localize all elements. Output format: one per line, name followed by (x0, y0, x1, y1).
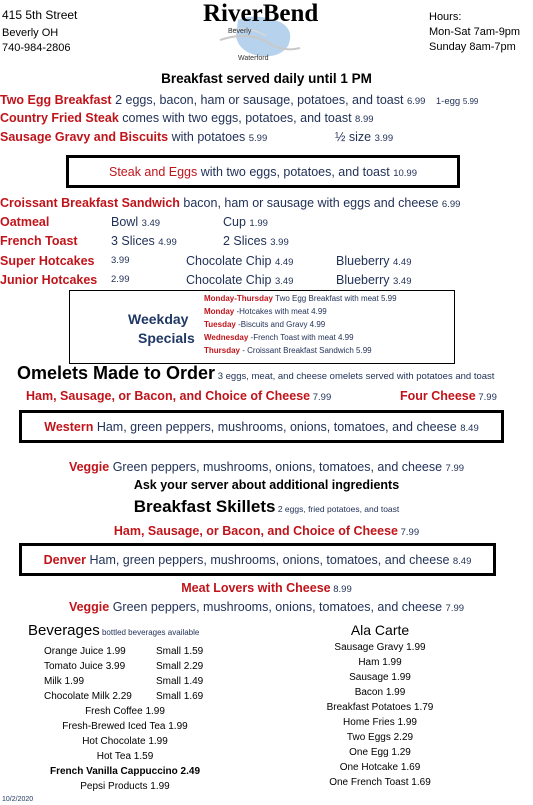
opt-label: Cup (223, 215, 250, 229)
omelet-veggie-row (0, 459, 533, 477)
beverage-pair (44, 689, 203, 704)
opt-label: Bowl (111, 215, 142, 229)
item-price: 10.99 (393, 168, 417, 179)
ala-carte-item: Bacon 1.99 (354, 687, 406, 698)
item-name: Country Fried Steak (0, 111, 119, 125)
item-price: 8.49 (460, 423, 479, 434)
beverage-item: Hot Chocolate 1.99 (82, 736, 168, 747)
skillets-heading-row (0, 497, 533, 517)
item-price: 7.99 (445, 463, 465, 474)
super-blueberry (336, 253, 411, 271)
item-name: Veggie (68, 600, 110, 614)
item-desc: with potatoes (168, 130, 249, 144)
item-desc: 2 eggs, bacon, ham or sausage, potatoes, and toast (111, 93, 407, 107)
specials-title-1: Weekday (128, 311, 189, 327)
skillet-veggie-row (0, 599, 533, 617)
item-price: 6.99 (441, 199, 461, 210)
specials-list (204, 292, 397, 357)
one-egg-price: 5.99 (462, 97, 479, 106)
croissant-row (0, 195, 460, 213)
item-desc: bacon, ham or sausage with eggs and cheese (179, 196, 442, 210)
item-name: Sausage Gravy and Biscuits (0, 130, 169, 144)
ala-carte-heading: Ala Carte (350, 622, 410, 638)
beverage-small: Small 1.69 (156, 691, 204, 702)
hours-title: Hours: (429, 11, 462, 23)
special-line (204, 292, 397, 305)
beverage-item: Milk 1.99 (44, 676, 85, 687)
beverage-pair (44, 659, 203, 674)
opt-price: 3.49 (141, 218, 161, 229)
address-line1: 415 5th Street (2, 8, 78, 22)
two-egg-breakfast-row (0, 92, 478, 110)
beverage-item: Fresh Coffee 1.99 (85, 706, 165, 717)
special-text: -Hotcakes with meat 4.99 (236, 307, 327, 316)
opt-price: 4.49 (274, 257, 294, 268)
junior-choc-chip (186, 272, 293, 290)
junior-hotcakes-price: 2.99 (111, 274, 130, 285)
beverage-item: French Vanilla Cappuccino 2.49 (49, 766, 201, 777)
item-desc: Ham, green peppers, mushrooms, onions, tomatoes, and cheese (86, 553, 453, 567)
beverage-singles (20, 704, 230, 794)
item-name: Four Cheese (400, 389, 476, 403)
address-line2: Beverly OH (2, 27, 59, 39)
western-row (19, 419, 504, 437)
skillets-sub: 2 eggs, fried potatoes, and toast (275, 504, 400, 514)
opt-label: Chocolate Chip (186, 273, 275, 287)
meat-lovers-row (0, 580, 533, 598)
opt-price: 4.99 (158, 237, 177, 248)
special-day: Wednesday (204, 333, 251, 342)
super-hotcakes-price: 3.99 (111, 255, 130, 266)
item-desc: Green peppers, mushrooms, onions, tomatoes, and cheese (109, 600, 446, 614)
ala-carte-item: One French Toast 1.69 (329, 777, 431, 788)
omelet-four-cheese-row (400, 388, 497, 406)
ala-carte-item: Home Fries 1.99 (343, 717, 417, 728)
item-price: 7.99 (445, 603, 465, 614)
beverages-heading-row (28, 622, 199, 640)
opt-price: 3.99 (270, 237, 289, 248)
ala-carte-list (300, 640, 460, 790)
beverage-small: Small 2.29 (156, 661, 204, 672)
omelet-ham-row (26, 388, 331, 406)
french-toast-name: French Toast (0, 234, 78, 248)
omelets-heading: Omelets Made to Order (17, 363, 216, 383)
item-price: 7.99 (310, 392, 332, 403)
ala-carte-item: One Egg 1.29 (349, 747, 411, 758)
special-day: Monday-Thursday (204, 294, 276, 303)
logo-town-beverly: Beverly (228, 28, 252, 35)
ala-carte-item: Ham 1.99 (358, 657, 402, 668)
special-text: -Biscuits and Gravy 4.99 (238, 320, 326, 329)
oatmeal-bowl (111, 214, 160, 232)
oatmeal-name: Oatmeal (0, 215, 50, 229)
half-size-label: ½ size (335, 130, 375, 144)
logo-town-waterford: Waterford (238, 55, 269, 62)
opt-label: Blueberry (336, 254, 393, 268)
steak-and-eggs-row (66, 164, 460, 182)
special-day: Thursday (204, 346, 243, 355)
phone-number: 740-984-2806 (2, 42, 71, 54)
sausage-gravy-row (0, 129, 267, 147)
beverage-item: Fresh-Brewed Iced Tea 1.99 (62, 721, 188, 732)
opt-label: 3 Slices (111, 234, 159, 248)
denver-row (19, 552, 496, 570)
item-price: 7.99 (397, 527, 420, 538)
item-price: 6.99 (406, 96, 426, 107)
ala-carte-item: Breakfast Potatoes 1.79 (326, 702, 434, 713)
super-choc-chip (186, 253, 293, 271)
special-line (204, 344, 397, 357)
opt-price: 4.49 (392, 257, 412, 268)
omelets-sub: 3 eggs, meat, and cheese omelets served with potatoes and toast (215, 371, 495, 382)
special-text: - Croissant Breakfast Sandwich 5.99 (242, 346, 372, 355)
item-desc: Ham, green peppers, mushrooms, onions, tomatoes, and cheese (93, 420, 461, 434)
ala-carte-item: Sausage 1.99 (349, 672, 411, 683)
super-hotcakes-name: Super Hotcakes (0, 254, 95, 268)
opt-price: 3.49 (274, 276, 294, 287)
hours-sunday: Sunday 8am-7pm (429, 41, 516, 53)
logo-wordmark: RiverBend (203, 0, 319, 27)
item-name: Veggie (68, 460, 110, 474)
specials-title-2: Specials (138, 330, 195, 346)
ala-carte-item: Two Eggs 2.29 (346, 732, 414, 743)
item-desc: comes with two eggs, potatoes, and toast (118, 111, 356, 125)
beverage-item: Orange Juice 1.99 (44, 646, 126, 657)
special-text: Two Egg Breakfast with meat 5.99 (275, 294, 397, 303)
ala-carte-item: Sausage Gravy 1.99 (334, 642, 426, 653)
skillet-ham-row (0, 523, 533, 541)
beverage-pair (44, 644, 203, 659)
opt-price: 3.49 (392, 276, 412, 287)
item-name: Steak and Eggs (108, 165, 198, 179)
opt-label: 2 Slices (223, 234, 271, 248)
special-line (204, 305, 397, 318)
beverage-pair (44, 674, 203, 689)
special-text: -French Toast with meat 4.99 (250, 333, 354, 342)
beverage-item: Tomato Juice 3.99 (44, 661, 126, 672)
item-name: Two Egg Breakfast (0, 93, 112, 107)
special-day: Monday (204, 307, 237, 316)
beverage-small: Small 1.59 (156, 646, 204, 657)
item-price: 5.99 (248, 133, 268, 144)
menu-date: 10/2/2020 (2, 796, 34, 803)
opt-label: Chocolate Chip (186, 254, 275, 268)
beverage-item: Pepsi Products 1.99 (80, 781, 170, 792)
one-egg-label: 1-egg (435, 96, 463, 107)
item-price: 8.99 (355, 114, 374, 125)
item-name: Meat Lovers with Cheese (181, 581, 331, 595)
ask-server-note: Ask your server about additional ingredients (133, 478, 400, 492)
opt-label: Blueberry (336, 273, 393, 287)
french-toast-3 (111, 233, 177, 251)
french-toast-2 (223, 233, 289, 251)
beverage-item: Hot Tea 1.59 (96, 751, 154, 762)
beverage-list (44, 644, 203, 704)
item-desc: with two eggs, potatoes, and toast (197, 165, 394, 179)
item-price: 7.99 (475, 392, 497, 403)
ala-carte-item: One Hotcake 1.69 (339, 762, 421, 773)
special-day: Tuesday (204, 320, 239, 329)
item-name: Ham, Sausage, or Bacon, and Choice of Cheese (113, 524, 398, 538)
beverage-small: Small 1.49 (156, 676, 204, 687)
breakfast-heading: Breakfast served daily until 1 PM (161, 71, 372, 86)
item-desc: Green peppers, mushrooms, onions, tomatoes, and cheese (109, 460, 446, 474)
item-name: Denver (43, 553, 86, 567)
item-name: Ham, Sausage, or Bacon, and Choice of Cheese (26, 389, 311, 403)
skillets-heading: Breakfast Skillets (133, 497, 276, 516)
special-line (204, 318, 397, 331)
sausage-gravy-half (335, 129, 393, 147)
beverages-sub: bottled beverages available (99, 628, 200, 637)
item-name: Western (44, 420, 94, 434)
junior-blueberry (336, 272, 411, 290)
omelets-heading-row (17, 363, 494, 384)
half-size-price: 3.99 (374, 133, 394, 144)
hours-weekdays: Mon-Sat 7am-9pm (429, 26, 521, 38)
item-price: 8.99 (330, 584, 352, 595)
country-fried-steak-row (0, 110, 374, 128)
oatmeal-cup (223, 214, 268, 232)
special-line (204, 331, 397, 344)
junior-hotcakes-name: Junior Hotcakes (0, 273, 98, 287)
opt-price: 1.99 (249, 218, 268, 229)
beverage-item: Chocolate Milk 2.29 (44, 691, 132, 702)
item-name: Croissant Breakfast Sandwich (0, 196, 180, 210)
item-price: 8.49 (452, 556, 472, 567)
beverages-heading: Beverages (28, 622, 100, 639)
